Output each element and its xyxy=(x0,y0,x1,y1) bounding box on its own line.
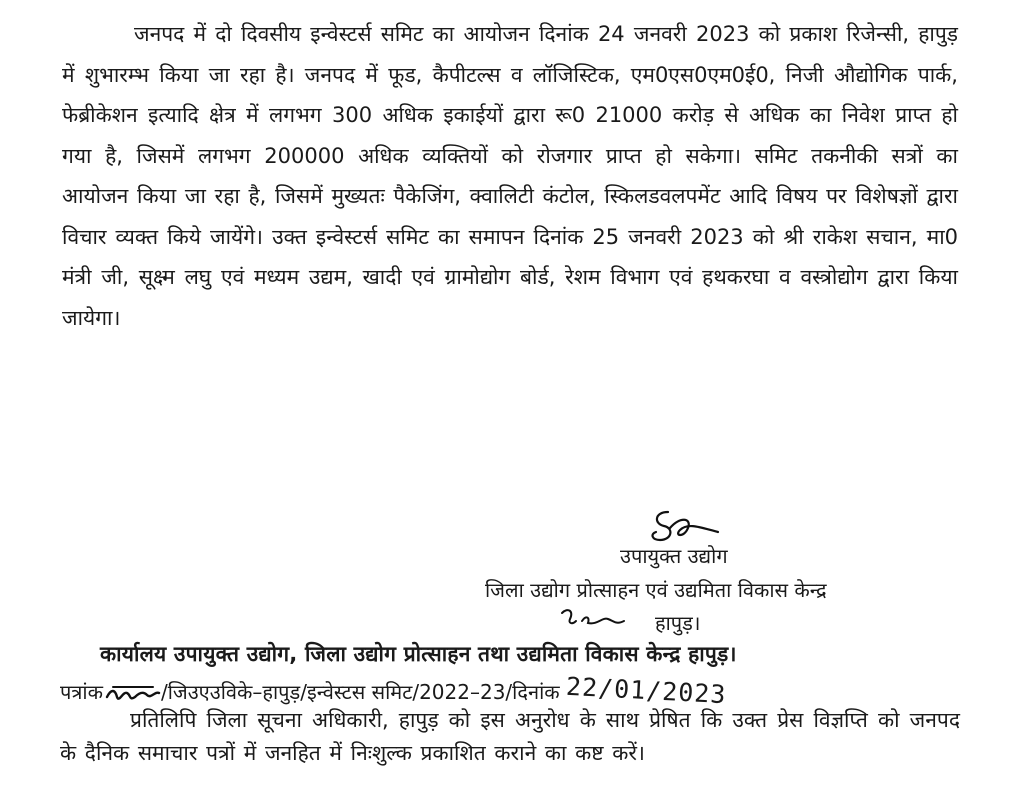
notice-body: जनपद में दो दिवसीय इन्वेस्टर्स समिट का आयोजन दिनांक 24 जनवरी 2023 को प्रकाश रिजेन्सी, हापुड़ में शुभारम्भ किया जा रहा है। जनपद में फूड, कैपीटल्स व लॉजिस्टिक, एम0एस0एम0ई0, निजी औद्योगिक पार्क, फेब्रीकेशन इत्यादि क्षेत्र में लगभग 300 अधिक इकाईयों द्वारा रू0 21000 करोड़ से अधिक का निवेश प्राप्त हो गया है, जिसमें लगभग 200000 अधिक व्यक्तियों को रोजगार प्राप्त हो सकेगा। समिट तकनीकी सत्रों का आयोजन किया जा रहा है, जिसमें मुख्यतः पैकेजिंग, क्वालिटी कंटोल, स्किलडवलपमेंट आदि विषय पर विशेषज्ञों द्वारा विचार व्यक्त किये जायेंगे। उक्त इन्वेस्टर्स समिट का समापन दिनांक 25 जनवरी 2023 को श्री राकेश सचान, मा0 मंत्री जी, सूक्ष्म लघु एवं मध्यम उद्यम, खादी एवं ग्रामोद्योग बोर्ड, रेशम विभाग एवं हथकरघा व वस्त्रोद्योग द्वारा किया जायेगा। xyxy=(62,22,958,330)
office-heading: कार्यालय उपायुक्त उद्योग, जिला उद्योग प्रोत्साहन तथा उद्यमिता विकास केन्द्र हापुड़। xyxy=(100,642,737,666)
signatory-designation: उपायुक्त उद्योग xyxy=(620,544,728,568)
copy-note: प्रतिलिपि जिला सूचना अधिकारी, हापुड़ को इस अनुरोध के साथ प्रेषित कि उक्त प्रेस विज्ञप्ति को जनपद के दैनिक समाचार पत्रों में जनहित में निःशुल्क प्रकाशित कराने का कष्ट करें। xyxy=(60,708,960,765)
signatory-office: जिला उद्योग प्रोत्साहन एवं उद्यमिता विकास केन्द्र xyxy=(485,578,827,602)
reference-text: /जिउएउविके–हापुड़/इन्वेस्टस समिट/2022–23/दिनांक xyxy=(160,680,560,704)
reference-handwritten-date: 22/01/2023 xyxy=(564,671,727,710)
reference-prefix: पत्रांक xyxy=(60,680,103,704)
reference-line xyxy=(60,671,727,710)
reference-scribble xyxy=(103,681,161,707)
signatory-city: हापुड़। xyxy=(655,611,701,635)
initials-scribble xyxy=(558,603,630,633)
